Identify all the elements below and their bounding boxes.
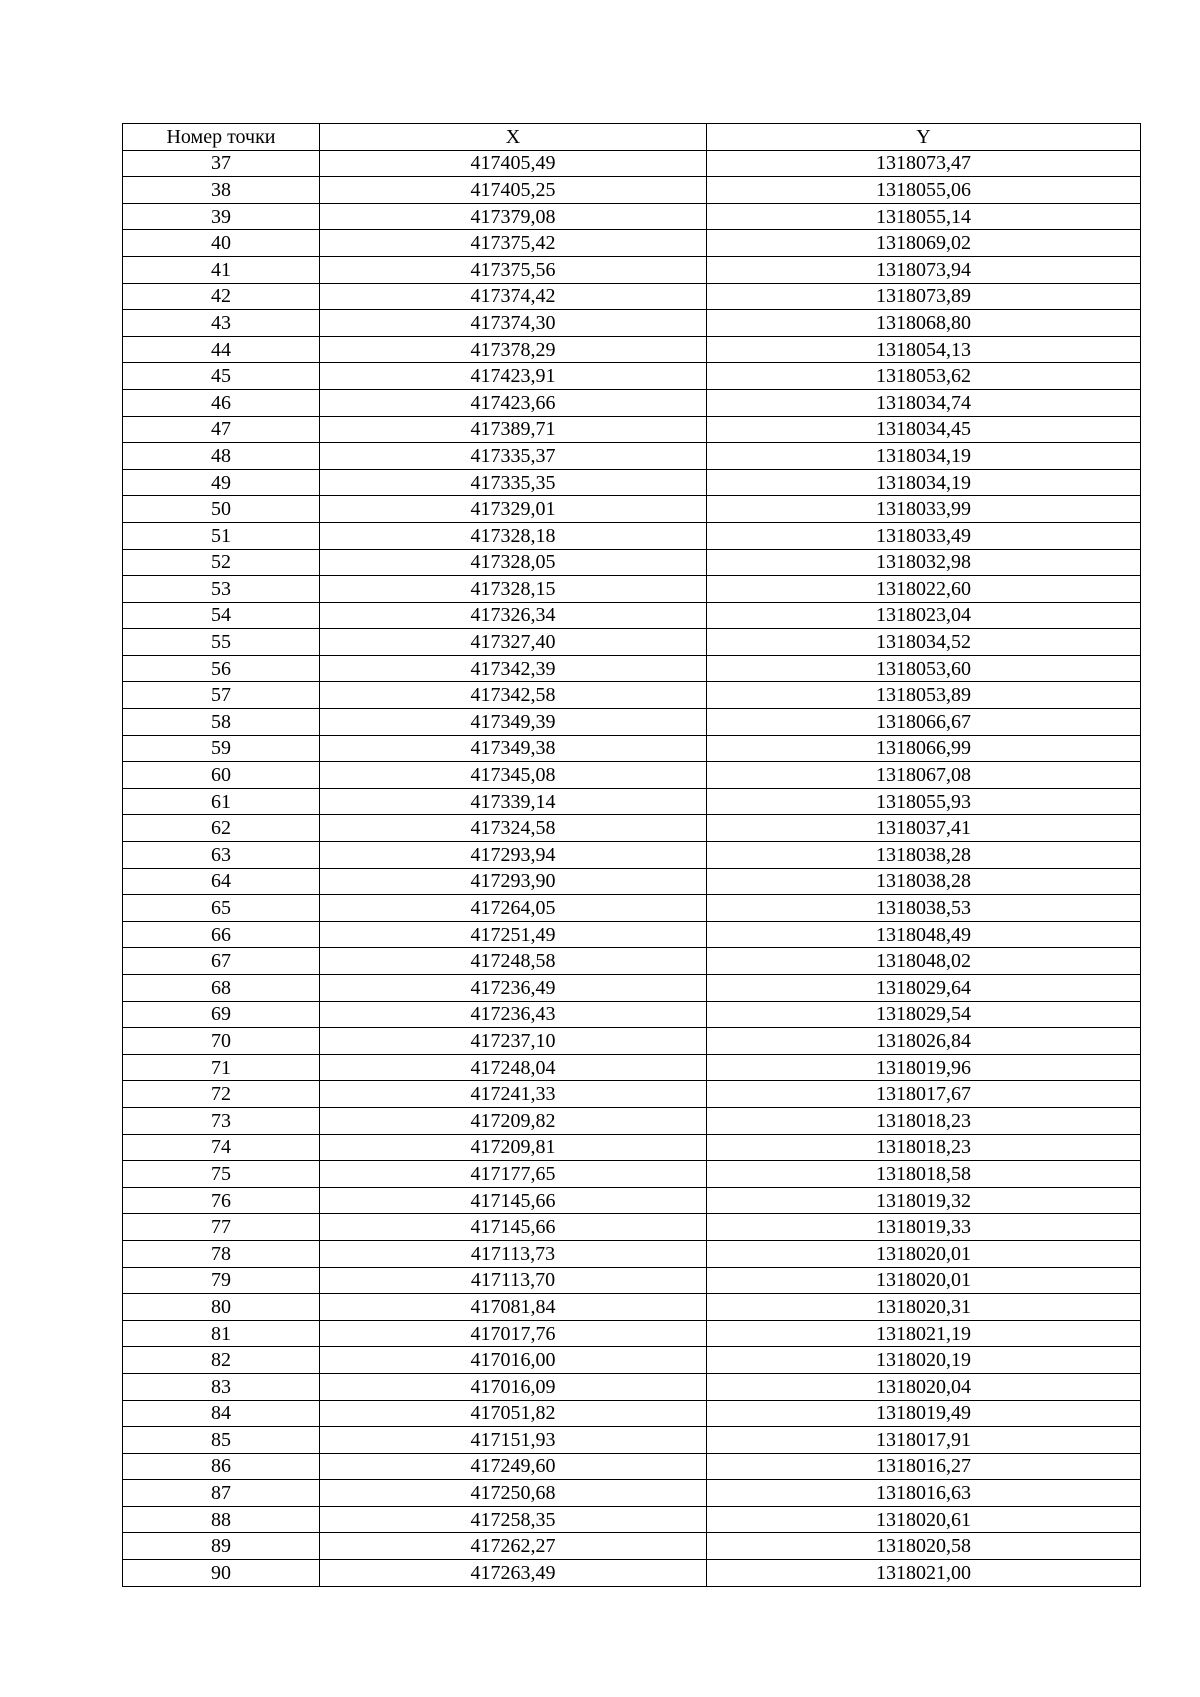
table-row [123, 1240, 1141, 1267]
table-row [123, 1187, 1141, 1214]
y-coordinate-cell: 1318068,80 [707, 310, 1141, 337]
point-number-cell: 46 [123, 389, 320, 416]
point-number-cell: 65 [123, 895, 320, 922]
y-coordinate-cell: 1318016,63 [707, 1480, 1141, 1507]
x-coordinate-cell: 417264,05 [320, 895, 707, 922]
y-coordinate-cell: 1318021,00 [707, 1560, 1141, 1587]
x-coordinate-cell: 417328,15 [320, 576, 707, 603]
y-coordinate-cell: 1318055,14 [707, 203, 1141, 230]
x-coordinate-cell: 417248,04 [320, 1054, 707, 1081]
x-coordinate-cell: 417328,05 [320, 549, 707, 576]
table-header [123, 124, 1141, 151]
point-number-cell: 67 [123, 948, 320, 975]
x-coordinate-cell: 417423,91 [320, 363, 707, 390]
table-row [123, 230, 1141, 257]
point-number-cell: 78 [123, 1240, 320, 1267]
x-coordinate-cell: 417263,49 [320, 1560, 707, 1587]
x-coordinate-cell: 417113,70 [320, 1267, 707, 1294]
table-row [123, 150, 1141, 177]
y-coordinate-cell: 1318020,31 [707, 1294, 1141, 1321]
y-coordinate-cell: 1318073,47 [707, 150, 1141, 177]
table-row [123, 1294, 1141, 1321]
x-coordinate-cell: 417251,49 [320, 921, 707, 948]
table-row [123, 177, 1141, 204]
table-row [123, 1347, 1141, 1374]
y-coordinate-cell: 1318017,91 [707, 1427, 1141, 1454]
y-coordinate-cell: 1318029,54 [707, 1001, 1141, 1028]
x-coordinate-cell: 417327,40 [320, 629, 707, 656]
point-number-cell: 66 [123, 921, 320, 948]
table-row [123, 389, 1141, 416]
point-number-cell: 62 [123, 815, 320, 842]
y-coordinate-cell: 1318020,58 [707, 1533, 1141, 1560]
table-row [123, 629, 1141, 656]
y-coordinate-cell: 1318048,02 [707, 948, 1141, 975]
x-coordinate-cell: 417017,76 [320, 1320, 707, 1347]
y-coordinate-cell: 1318019,96 [707, 1054, 1141, 1081]
table-row [123, 1533, 1141, 1560]
point-number-cell: 86 [123, 1453, 320, 1480]
x-coordinate-cell: 417328,18 [320, 522, 707, 549]
point-number-cell: 55 [123, 629, 320, 656]
y-coordinate-cell: 1318038,28 [707, 868, 1141, 895]
table-row [123, 975, 1141, 1002]
point-number-cell: 87 [123, 1480, 320, 1507]
point-number-cell: 50 [123, 496, 320, 523]
y-coordinate-cell: 1318055,93 [707, 788, 1141, 815]
y-coordinate-cell: 1318066,67 [707, 709, 1141, 736]
header-y: Y [707, 124, 1141, 151]
table-row [123, 549, 1141, 576]
y-coordinate-cell: 1318034,19 [707, 469, 1141, 496]
point-number-cell: 51 [123, 522, 320, 549]
y-coordinate-cell: 1318019,33 [707, 1214, 1141, 1241]
table-row [123, 416, 1141, 443]
x-coordinate-cell: 417145,66 [320, 1187, 707, 1214]
point-number-cell: 61 [123, 788, 320, 815]
y-coordinate-cell: 1318020,04 [707, 1373, 1141, 1400]
table-row [123, 576, 1141, 603]
y-coordinate-cell: 1318016,27 [707, 1453, 1141, 1480]
table-row [123, 522, 1141, 549]
point-number-cell: 72 [123, 1081, 320, 1108]
y-coordinate-cell: 1318018,58 [707, 1161, 1141, 1188]
point-number-cell: 64 [123, 868, 320, 895]
point-number-cell: 80 [123, 1294, 320, 1321]
y-coordinate-cell: 1318018,23 [707, 1134, 1141, 1161]
table-row [123, 1267, 1141, 1294]
point-number-cell: 41 [123, 256, 320, 283]
table-row [123, 469, 1141, 496]
y-coordinate-cell: 1318017,67 [707, 1081, 1141, 1108]
point-number-cell: 53 [123, 576, 320, 603]
table-row [123, 1320, 1141, 1347]
table-row [123, 363, 1141, 390]
point-number-cell: 45 [123, 363, 320, 390]
y-coordinate-cell: 1318053,62 [707, 363, 1141, 390]
x-coordinate-cell: 417342,39 [320, 655, 707, 682]
point-number-cell: 79 [123, 1267, 320, 1294]
x-coordinate-cell: 417335,37 [320, 443, 707, 470]
y-coordinate-cell: 1318055,06 [707, 177, 1141, 204]
y-coordinate-cell: 1318034,74 [707, 389, 1141, 416]
x-coordinate-cell: 417258,35 [320, 1506, 707, 1533]
y-coordinate-cell: 1318054,13 [707, 336, 1141, 363]
table-row [123, 895, 1141, 922]
point-number-cell: 43 [123, 310, 320, 337]
x-coordinate-cell: 417379,08 [320, 203, 707, 230]
x-coordinate-cell: 417248,58 [320, 948, 707, 975]
point-number-cell: 74 [123, 1134, 320, 1161]
y-coordinate-cell: 1318020,01 [707, 1267, 1141, 1294]
table-row [123, 1373, 1141, 1400]
x-coordinate-cell: 417081,84 [320, 1294, 707, 1321]
y-coordinate-cell: 1318022,60 [707, 576, 1141, 603]
point-number-cell: 47 [123, 416, 320, 443]
header-x: X [320, 124, 707, 151]
x-coordinate-cell: 417209,81 [320, 1134, 707, 1161]
table-row [123, 1028, 1141, 1055]
y-coordinate-cell: 1318048,49 [707, 921, 1141, 948]
y-coordinate-cell: 1318066,99 [707, 735, 1141, 762]
x-coordinate-cell: 417349,38 [320, 735, 707, 762]
y-coordinate-cell: 1318073,94 [707, 256, 1141, 283]
table-row [123, 283, 1141, 310]
table-row [123, 1054, 1141, 1081]
y-coordinate-cell: 1318026,84 [707, 1028, 1141, 1055]
y-coordinate-cell: 1318069,02 [707, 230, 1141, 257]
table-row [123, 948, 1141, 975]
y-coordinate-cell: 1318019,32 [707, 1187, 1141, 1214]
x-coordinate-cell: 417241,33 [320, 1081, 707, 1108]
table-row [123, 1400, 1141, 1427]
y-coordinate-cell: 1318033,49 [707, 522, 1141, 549]
table-row [123, 1107, 1141, 1134]
x-coordinate-cell: 417405,25 [320, 177, 707, 204]
point-number-cell: 88 [123, 1506, 320, 1533]
point-number-cell: 70 [123, 1028, 320, 1055]
y-coordinate-cell: 1318018,23 [707, 1107, 1141, 1134]
header-row [123, 124, 1141, 151]
point-number-cell: 38 [123, 177, 320, 204]
table-row [123, 815, 1141, 842]
point-number-cell: 69 [123, 1001, 320, 1028]
table-row [123, 602, 1141, 629]
y-coordinate-cell: 1318020,01 [707, 1240, 1141, 1267]
x-coordinate-cell: 417262,27 [320, 1533, 707, 1560]
table-row [123, 709, 1141, 736]
point-number-cell: 59 [123, 735, 320, 762]
point-number-cell: 49 [123, 469, 320, 496]
x-coordinate-cell: 417375,56 [320, 256, 707, 283]
x-coordinate-cell: 417016,00 [320, 1347, 707, 1374]
point-number-cell: 42 [123, 283, 320, 310]
y-coordinate-cell: 1318038,28 [707, 842, 1141, 869]
x-coordinate-cell: 417016,09 [320, 1373, 707, 1400]
point-number-cell: 39 [123, 203, 320, 230]
y-coordinate-cell: 1318020,19 [707, 1347, 1141, 1374]
table-row [123, 788, 1141, 815]
point-number-cell: 71 [123, 1054, 320, 1081]
x-coordinate-cell: 417151,93 [320, 1427, 707, 1454]
x-coordinate-cell: 417335,35 [320, 469, 707, 496]
table-body [123, 150, 1141, 1586]
x-coordinate-cell: 417339,14 [320, 788, 707, 815]
table-row [123, 203, 1141, 230]
x-coordinate-cell: 417375,42 [320, 230, 707, 257]
point-number-cell: 37 [123, 150, 320, 177]
point-number-cell: 83 [123, 1373, 320, 1400]
table-row [123, 682, 1141, 709]
y-coordinate-cell: 1318038,53 [707, 895, 1141, 922]
x-coordinate-cell: 417177,65 [320, 1161, 707, 1188]
x-coordinate-cell: 417329,01 [320, 496, 707, 523]
y-coordinate-cell: 1318021,19 [707, 1320, 1141, 1347]
x-coordinate-cell: 417405,49 [320, 150, 707, 177]
y-coordinate-cell: 1318034,52 [707, 629, 1141, 656]
point-number-cell: 76 [123, 1187, 320, 1214]
table-row [123, 1453, 1141, 1480]
point-number-cell: 58 [123, 709, 320, 736]
table-row [123, 1081, 1141, 1108]
y-coordinate-cell: 1318034,45 [707, 416, 1141, 443]
x-coordinate-cell: 417145,66 [320, 1214, 707, 1241]
x-coordinate-cell: 417349,39 [320, 709, 707, 736]
y-coordinate-cell: 1318032,98 [707, 549, 1141, 576]
point-number-cell: 68 [123, 975, 320, 1002]
x-coordinate-cell: 417113,73 [320, 1240, 707, 1267]
y-coordinate-cell: 1318073,89 [707, 283, 1141, 310]
coordinates-table [122, 123, 1141, 1587]
point-number-cell: 90 [123, 1560, 320, 1587]
x-coordinate-cell: 417423,66 [320, 389, 707, 416]
y-coordinate-cell: 1318033,99 [707, 496, 1141, 523]
x-coordinate-cell: 417342,58 [320, 682, 707, 709]
x-coordinate-cell: 417324,58 [320, 815, 707, 842]
table-row [123, 443, 1141, 470]
point-number-cell: 84 [123, 1400, 320, 1427]
table-row [123, 1161, 1141, 1188]
x-coordinate-cell: 417250,68 [320, 1480, 707, 1507]
table-row [123, 762, 1141, 789]
point-number-cell: 57 [123, 682, 320, 709]
x-coordinate-cell: 417389,71 [320, 416, 707, 443]
table-row [123, 1560, 1141, 1587]
point-number-cell: 73 [123, 1107, 320, 1134]
y-coordinate-cell: 1318020,61 [707, 1506, 1141, 1533]
point-number-cell: 52 [123, 549, 320, 576]
x-coordinate-cell: 417249,60 [320, 1453, 707, 1480]
x-coordinate-cell: 417236,49 [320, 975, 707, 1002]
point-number-cell: 85 [123, 1427, 320, 1454]
header-point-number: Номер точки [123, 124, 320, 151]
x-coordinate-cell: 417051,82 [320, 1400, 707, 1427]
table-row [123, 921, 1141, 948]
point-number-cell: 56 [123, 655, 320, 682]
y-coordinate-cell: 1318034,19 [707, 443, 1141, 470]
point-number-cell: 75 [123, 1161, 320, 1188]
y-coordinate-cell: 1318019,49 [707, 1400, 1141, 1427]
x-coordinate-cell: 417326,34 [320, 602, 707, 629]
point-number-cell: 60 [123, 762, 320, 789]
x-coordinate-cell: 417236,43 [320, 1001, 707, 1028]
x-coordinate-cell: 417293,94 [320, 842, 707, 869]
y-coordinate-cell: 1318067,08 [707, 762, 1141, 789]
table-row [123, 655, 1141, 682]
table-row [123, 256, 1141, 283]
x-coordinate-cell: 417345,08 [320, 762, 707, 789]
y-coordinate-cell: 1318023,04 [707, 602, 1141, 629]
x-coordinate-cell: 417209,82 [320, 1107, 707, 1134]
table-row [123, 1134, 1141, 1161]
point-number-cell: 89 [123, 1533, 320, 1560]
y-coordinate-cell: 1318053,89 [707, 682, 1141, 709]
point-number-cell: 48 [123, 443, 320, 470]
point-number-cell: 54 [123, 602, 320, 629]
table-row [123, 1001, 1141, 1028]
point-number-cell: 63 [123, 842, 320, 869]
table-row [123, 310, 1141, 337]
table-row [123, 842, 1141, 869]
point-number-cell: 77 [123, 1214, 320, 1241]
y-coordinate-cell: 1318037,41 [707, 815, 1141, 842]
table-row [123, 336, 1141, 363]
table-row [123, 1427, 1141, 1454]
point-number-cell: 81 [123, 1320, 320, 1347]
x-coordinate-cell: 417374,30 [320, 310, 707, 337]
table-row [123, 496, 1141, 523]
x-coordinate-cell: 417374,42 [320, 283, 707, 310]
y-coordinate-cell: 1318029,64 [707, 975, 1141, 1002]
table-row [123, 1480, 1141, 1507]
point-number-cell: 82 [123, 1347, 320, 1374]
table-row [123, 1506, 1141, 1533]
y-coordinate-cell: 1318053,60 [707, 655, 1141, 682]
table-row [123, 735, 1141, 762]
point-number-cell: 40 [123, 230, 320, 257]
point-number-cell: 44 [123, 336, 320, 363]
x-coordinate-cell: 417293,90 [320, 868, 707, 895]
x-coordinate-cell: 417378,29 [320, 336, 707, 363]
table-row [123, 1214, 1141, 1241]
x-coordinate-cell: 417237,10 [320, 1028, 707, 1055]
table-row [123, 868, 1141, 895]
